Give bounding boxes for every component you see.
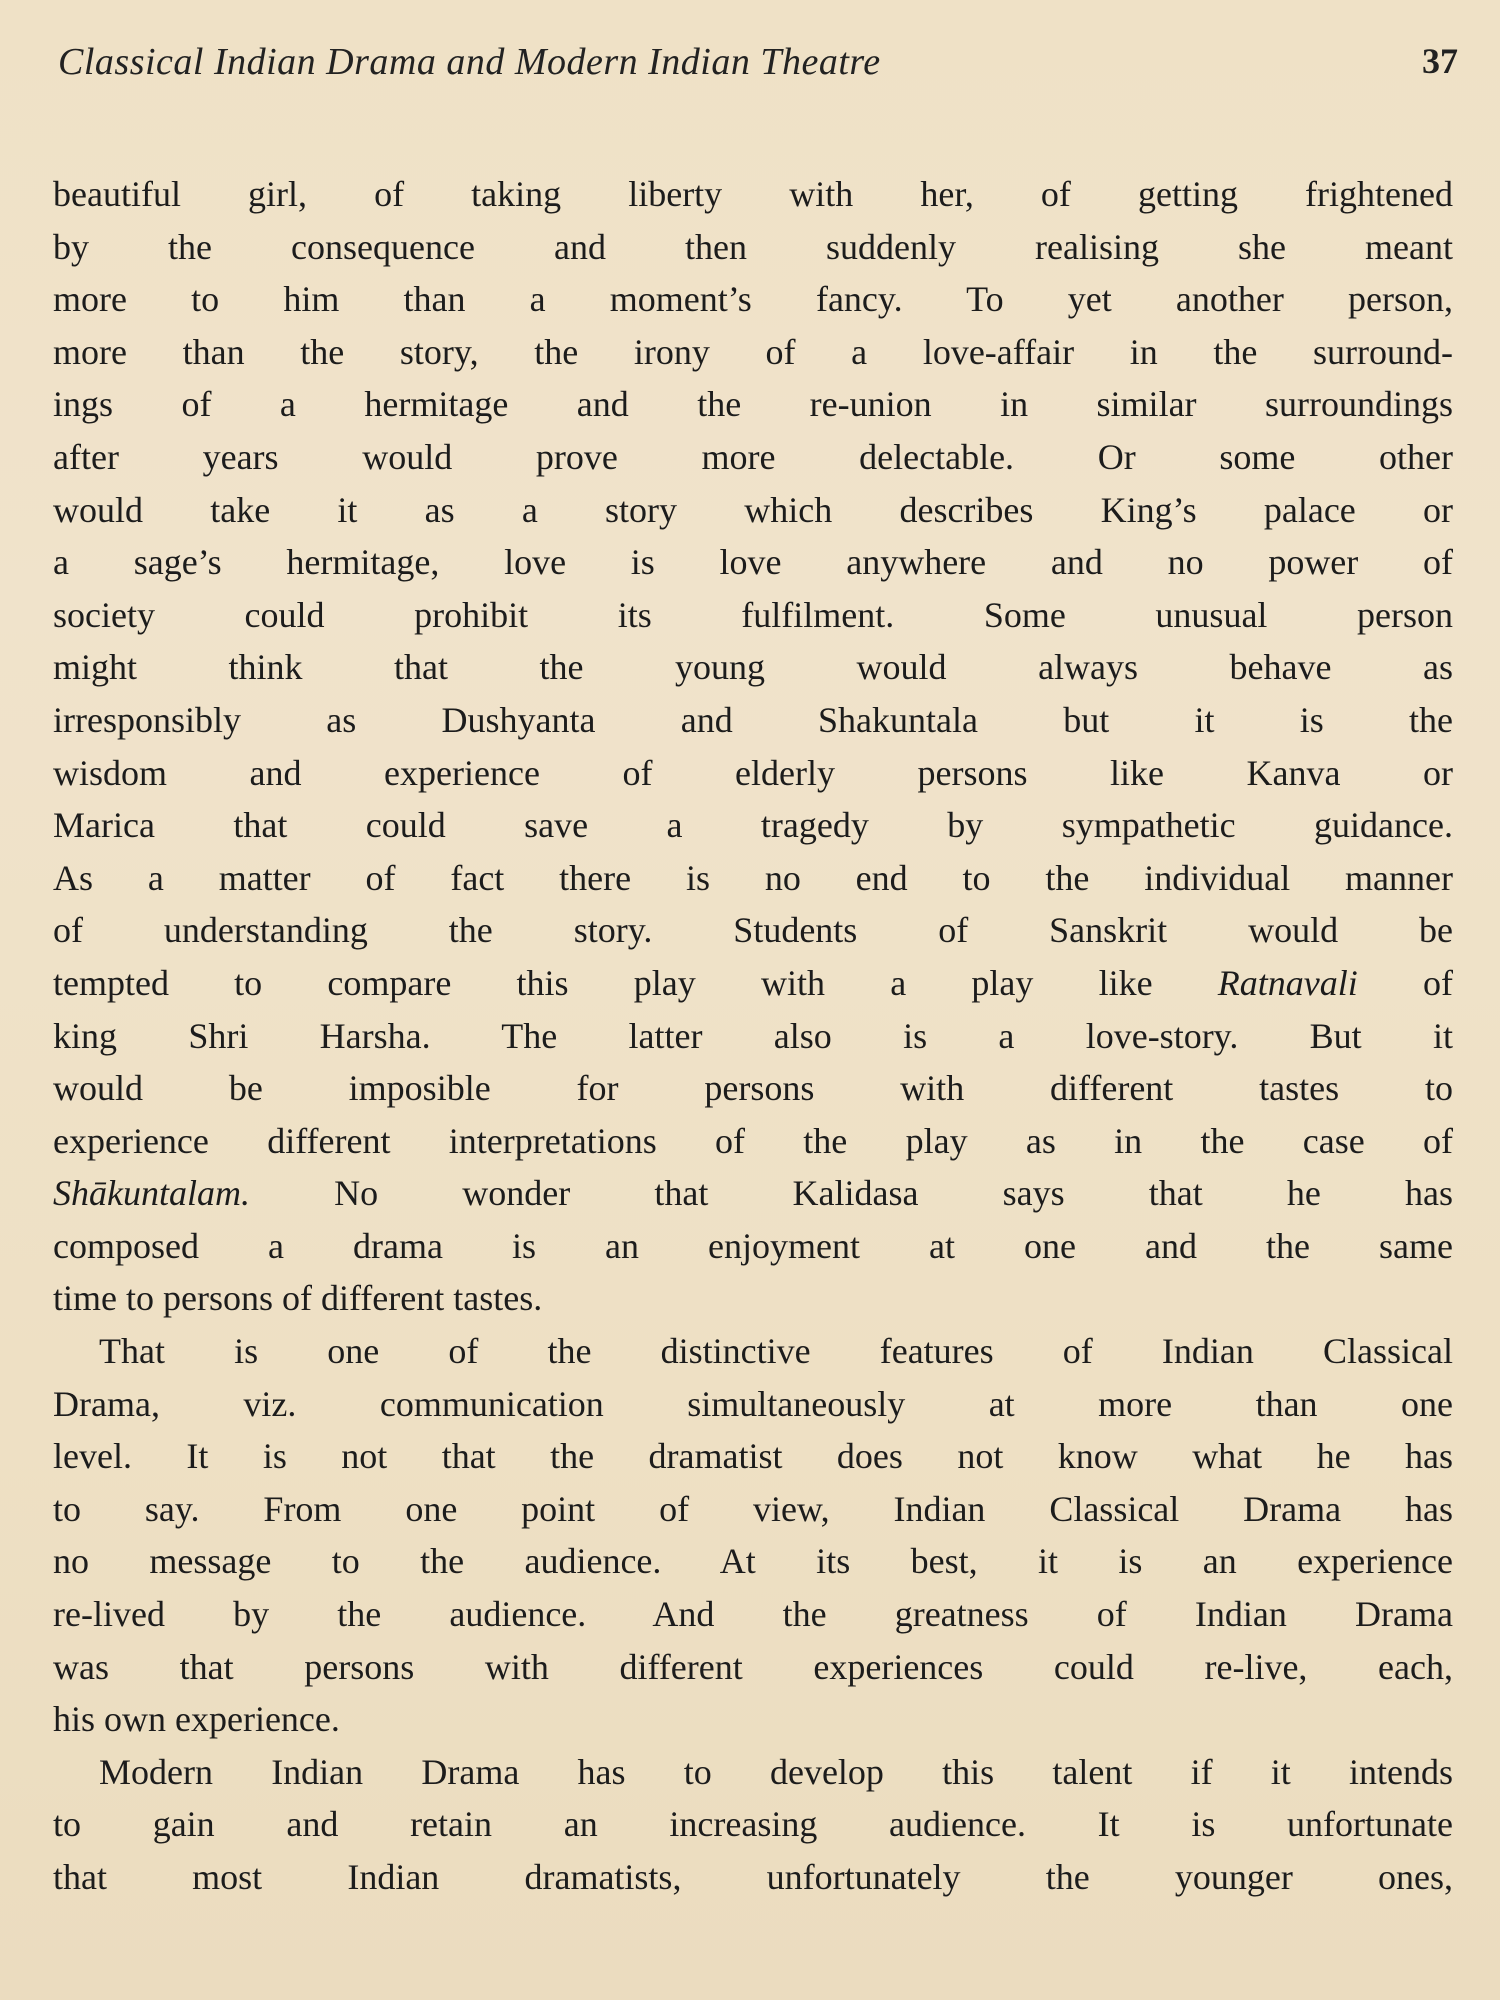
text-segment: Modern Indian Drama has to develop this talent if it intends bbox=[99, 1751, 1453, 1792]
text-segment: more to him than a moment’s fancy. To yet another person, bbox=[53, 279, 1453, 320]
text-line bbox=[53, 484, 1453, 537]
text-line bbox=[53, 694, 1453, 747]
text-line bbox=[53, 168, 1453, 221]
text-segment: society could prohibit its fulfilment. Some unusual person bbox=[53, 594, 1453, 635]
text-line bbox=[53, 1062, 1453, 1115]
text-line bbox=[53, 1483, 1453, 1536]
text-line bbox=[53, 904, 1453, 957]
text-line bbox=[53, 589, 1453, 642]
text-line bbox=[53, 852, 1453, 905]
text-segment: As a matter of fact there is no end to the individual manner bbox=[53, 857, 1453, 898]
text-line bbox=[53, 221, 1453, 274]
text-segment: composed a drama is an enjoyment at one and the same bbox=[53, 1225, 1453, 1266]
paragraph bbox=[53, 1325, 1453, 1746]
text-segment: would take it as a story which describes King’s palace or bbox=[53, 489, 1453, 530]
text-segment: after years would prove more delectable. Or some other bbox=[53, 436, 1453, 477]
running-head bbox=[58, 40, 1458, 96]
text-line bbox=[53, 1641, 1453, 1694]
text-segment: ings of a hermitage and the re-union in similar surroundings bbox=[53, 384, 1453, 425]
text-line bbox=[53, 1798, 1453, 1851]
text-segment: That is one of the distinctive features of Indian Classical bbox=[99, 1331, 1453, 1372]
text-line bbox=[53, 273, 1453, 326]
text-segment: Drama, viz. communication simultaneously at more than one bbox=[53, 1383, 1453, 1424]
text-segment: time to persons of different tastes. bbox=[53, 1278, 543, 1319]
text-line bbox=[53, 1588, 1453, 1641]
text-line bbox=[53, 431, 1453, 484]
text-line bbox=[53, 1010, 1453, 1063]
text-segment: Marica that could save a tragedy by sympathetic guidance. bbox=[53, 805, 1453, 846]
text-line bbox=[53, 641, 1453, 694]
text-segment: that most Indian dramatists, unfortunately the younger ones, bbox=[53, 1857, 1453, 1897]
text-line bbox=[53, 326, 1453, 379]
text-segment: experience different interpretations of the play as in the case of bbox=[53, 1120, 1453, 1161]
text-segment: tempted to compare this play with a play like bbox=[53, 962, 1218, 1003]
text-segment: by the consequence and then suddenly realising she meant bbox=[53, 226, 1453, 267]
text-line bbox=[53, 1693, 1453, 1746]
text-segment: to gain and retain an increasing audience. It is unfortunate bbox=[53, 1804, 1453, 1845]
text-segment: would be imposible for persons with different tastes to bbox=[53, 1068, 1453, 1109]
text-line bbox=[53, 1272, 1453, 1325]
text-line bbox=[53, 1535, 1453, 1588]
text-segment: to say. From one point of view, Indian Classical Drama has bbox=[53, 1488, 1453, 1529]
text-segment: a sage’s hermitage, love is love anywhere and no power of bbox=[53, 542, 1453, 583]
running-title: Classical Indian Drama and Modern Indian Theatre bbox=[58, 41, 881, 83]
text-line bbox=[53, 1167, 1453, 1220]
text-line bbox=[53, 1378, 1453, 1431]
text-segment: beautiful girl, of taking liberty with her, of getting frightened bbox=[53, 174, 1453, 214]
text-segment: re-lived by the audience. And the greatness of Indian Drama bbox=[53, 1594, 1453, 1635]
text-segment: was that persons with different experiences could re-live, each, bbox=[53, 1646, 1453, 1687]
italic-title: Ratnavali bbox=[1217, 962, 1358, 1003]
text-segment: No wonder that Kalidasa says that he has bbox=[249, 1173, 1453, 1214]
text-segment: wisdom and experience of elderly persons like Kanva or bbox=[53, 752, 1453, 793]
text-line bbox=[53, 799, 1453, 852]
text-segment: more than the story, the irony of a love-affair in the surround- bbox=[53, 331, 1453, 372]
text-segment: level. It is not that the dramatist does not know what he has bbox=[53, 1436, 1453, 1477]
text-segment: might think that the young would always behave as bbox=[53, 647, 1453, 688]
text-line bbox=[53, 536, 1453, 589]
text-line bbox=[53, 957, 1453, 1010]
page-number: 37 bbox=[1422, 41, 1458, 81]
text-segment: king Shri Harsha. The latter also is a love-story. But it bbox=[53, 1015, 1453, 1056]
text-line bbox=[53, 1115, 1453, 1168]
text-line bbox=[53, 1325, 1453, 1378]
text-segment: no message to the audience. At its best, it is an experience bbox=[53, 1541, 1453, 1582]
text-segment: of understanding the story. Students of Sanskrit would be bbox=[53, 910, 1453, 951]
italic-title: Shākuntalam. bbox=[53, 1173, 250, 1214]
text-line bbox=[53, 378, 1453, 431]
text-line bbox=[53, 1220, 1453, 1273]
text-line bbox=[53, 1430, 1453, 1483]
text-line bbox=[53, 1746, 1453, 1799]
text-segment: irresponsibly as Dushyanta and Shakuntala but it is the bbox=[53, 699, 1453, 740]
text-segment: of bbox=[1357, 962, 1453, 1003]
text-line bbox=[53, 1851, 1453, 1904]
paragraph bbox=[53, 1746, 1453, 1904]
paragraph bbox=[53, 168, 1453, 1325]
text-line bbox=[53, 747, 1453, 800]
text-segment: his own experience. bbox=[53, 1699, 340, 1740]
body-text bbox=[53, 168, 1453, 1904]
